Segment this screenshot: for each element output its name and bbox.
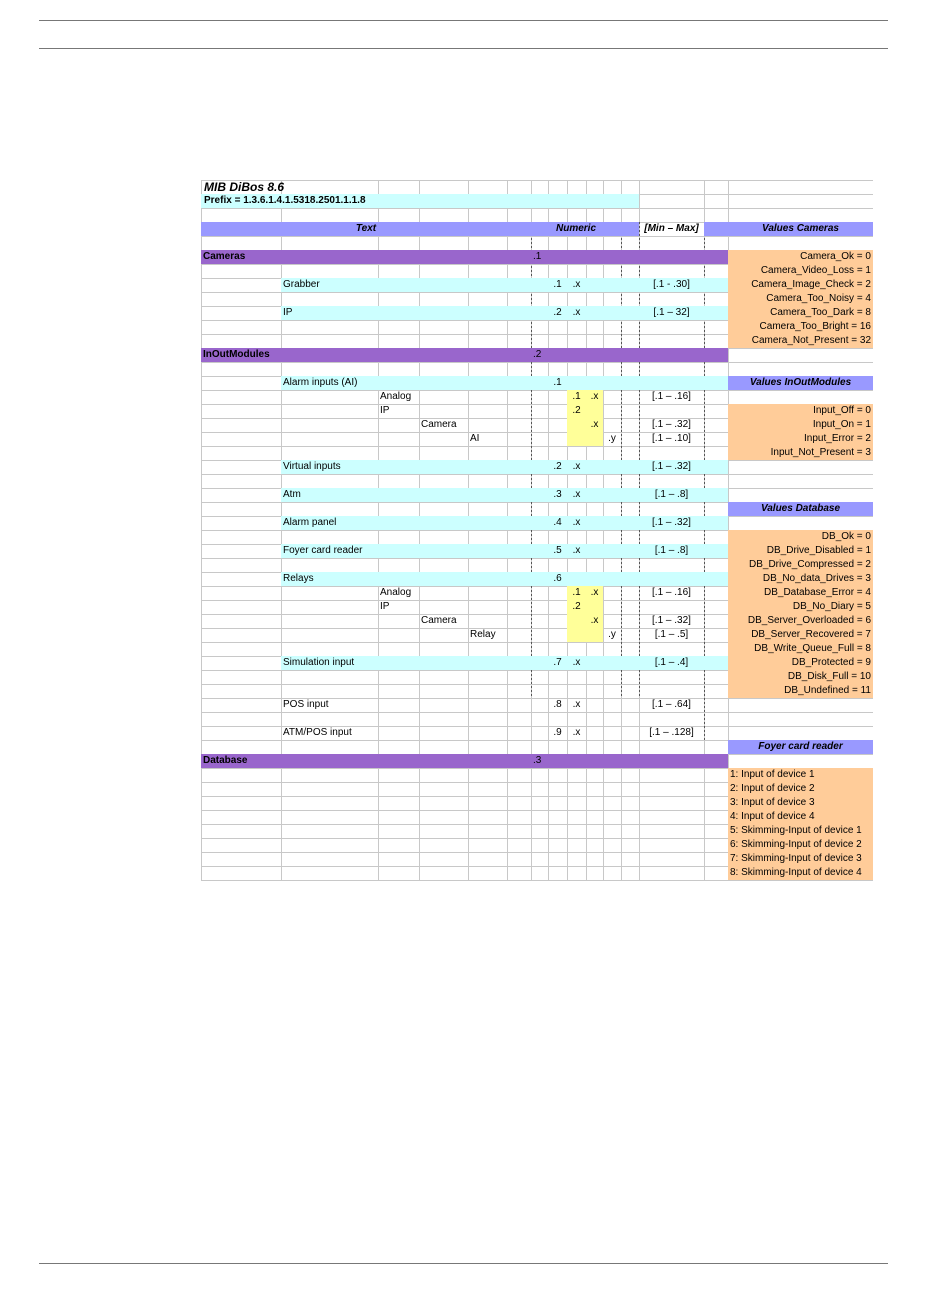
row-label-ai-ai: AI	[470, 433, 480, 444]
sheet-cells	[201, 180, 873, 884]
row-range-alarm-panel: [.1 – .32]	[652, 517, 691, 528]
row-label-relays: Relays	[283, 573, 314, 584]
section-cameras: Cameras	[203, 251, 246, 262]
value-foyer-item: 4: Input of device 4	[730, 811, 815, 822]
value-database-item: DB_Disk_Full = 10	[787, 671, 871, 682]
value-inout-item: Input_Off = 0	[813, 405, 871, 416]
row-index-atm-pos-input: .x	[572, 727, 581, 738]
value-foyer-item: 6: Skimming-Input of device 2	[730, 839, 862, 850]
section-database-oid: .3	[533, 755, 542, 766]
value-database-item: DB_No_data_Drives = 3	[762, 573, 871, 584]
row-index-pos-input: .x	[572, 699, 581, 710]
section-database: Database	[203, 755, 248, 766]
header-values-cameras: Values Cameras	[762, 223, 839, 234]
row-oid-pos-input: .8	[553, 699, 562, 710]
value-foyer-item: 8: Skimming-Input of device 4	[730, 867, 862, 878]
value-database-item: DB_Write_Queue_Full = 8	[754, 643, 871, 654]
row-range-rel-relay: [.1 – .5]	[654, 629, 689, 640]
row-label-atm: Atm	[283, 489, 301, 500]
row-range-ai-analog: [.1 – .16]	[652, 391, 691, 402]
row-index-grabber: .x	[572, 279, 581, 290]
row-index-alarm-panel: .x	[572, 517, 581, 528]
row-label-ip: IP	[283, 307, 293, 318]
value-inout-item: Input_Not_Present = 3	[770, 447, 871, 458]
sub-fill	[567, 432, 603, 446]
value-inout-item: Input_On = 1	[812, 419, 871, 430]
header-values-inout: Values InOutModules	[749, 377, 852, 388]
row-index-rel-camera: .x	[590, 615, 599, 626]
row-oid-grabber: .1	[553, 279, 562, 290]
row-range-foyer-card-reader: [.1 – .8]	[654, 545, 689, 556]
value-foyer-item: 3: Input of device 3	[730, 797, 815, 808]
row-index-rel-analog: .x	[590, 587, 599, 598]
value-database-item: DB_No_Diary = 5	[792, 601, 871, 612]
value-camera-item: Camera_Ok = 0	[800, 251, 871, 262]
mib-spreadsheet	[201, 180, 873, 884]
value-database-item: DB_Undefined = 11	[784, 685, 871, 696]
row-oid-rel-ip: .2	[572, 601, 581, 612]
top-rule-1	[39, 20, 888, 21]
row-label-rel-ip: IP	[380, 601, 390, 612]
row-index-atm: .x	[572, 489, 581, 500]
row-label-ai-camera: Camera	[421, 419, 457, 430]
row-label-atm-pos-input: ATM/POS input	[283, 727, 352, 738]
value-camera-item: Camera_Image_Check = 2	[751, 279, 871, 290]
value-foyer-item: 5: Skimming-Input of device 1	[730, 825, 862, 836]
value-foyer-item: 2: Input of device 2	[730, 783, 815, 794]
row-range-ai-ai: [.1 – .10]	[652, 433, 691, 444]
row-range-atm: [.1 – .8]	[654, 489, 689, 500]
row-label-rel-camera: Camera	[421, 615, 457, 626]
sheet-prefix: Prefix = 1.3.6.1.4.1.5318.2501.1.1.8	[204, 195, 366, 206]
row-label-rel-analog: Analog	[380, 587, 412, 598]
value-camera-item: Camera_Too_Noisy = 4	[766, 293, 871, 304]
value-foyer-item: 1: Input of device 1	[730, 769, 815, 780]
row-label-alarm-inputs: Alarm inputs (AI)	[283, 377, 358, 388]
row-range-rel-analog: [.1 – .16]	[652, 587, 691, 598]
row-label-alarm-panel: Alarm panel	[283, 517, 337, 528]
row-range-virtual-inputs: [.1 – .32]	[652, 461, 691, 472]
row-label-simulation-input: Simulation input	[283, 657, 355, 668]
row-index-simulation-input: .x	[572, 657, 581, 668]
value-database-item: DB_Drive_Disabled = 1	[766, 545, 871, 556]
row-oid-ai-ip: .2	[572, 405, 581, 416]
value-inout-item: Input_Error = 2	[804, 433, 871, 444]
bottom-rule	[39, 1263, 888, 1264]
sheet-title: MIB DiBos 8.6	[204, 180, 285, 194]
row-label-ai-ip: IP	[380, 405, 390, 416]
row-range-grabber: [.1 - .30]	[653, 279, 690, 290]
row-oid-simulation-input: .7	[553, 657, 562, 668]
value-database-item: DB_Ok = 0	[821, 531, 871, 542]
row-oid-relays: .6	[553, 573, 562, 584]
value-camera-item: Camera_Video_Loss = 1	[760, 265, 871, 276]
row-oid-foyer-card-reader: .5	[553, 545, 562, 556]
section-cameras-oid: .1	[533, 251, 542, 262]
row-range-ai-camera: [.1 – .32]	[652, 419, 691, 430]
row-subindex-rel-relay: .y	[608, 629, 616, 640]
row-index-virtual-inputs: .x	[572, 461, 581, 472]
row-oid-rel-analog: .1	[572, 587, 581, 598]
value-camera-item: Camera_Too_Bright = 16	[759, 321, 871, 332]
row-oid-virtual-inputs: .2	[553, 461, 562, 472]
row-range-pos-input: [.1 – .64]	[652, 699, 691, 710]
row-oid-alarm-inputs: .1	[553, 377, 562, 388]
value-database-item: DB_Server_Overloaded = 6	[747, 615, 871, 626]
section-inout-oid: .2	[533, 349, 542, 360]
header-foyer: Foyer card reader	[758, 741, 843, 752]
row-range-simulation-input: [.1 – .4]	[654, 657, 689, 668]
value-camera-item: Camera_Not_Present = 32	[751, 335, 871, 346]
row-range-atm-pos-input: [.1 – .128]	[649, 727, 694, 738]
row-oid-ai-analog: .1	[572, 391, 581, 402]
row-label-foyer-card-reader: Foyer card reader	[283, 545, 363, 556]
row-subindex-ai-ai: .y	[608, 433, 616, 444]
row-index-ai-camera: .x	[590, 419, 599, 430]
header-values-database: Values Database	[760, 503, 841, 514]
row-oid-alarm-panel: .4	[553, 517, 562, 528]
value-database-item: DB_Database_Error = 4	[763, 587, 871, 598]
row-oid-ip: .2	[553, 307, 562, 318]
row-label-ai-analog: Analog	[380, 391, 412, 402]
top-rule-2	[39, 48, 888, 49]
row-range-ip: [.1 – 32]	[653, 307, 690, 318]
row-label-virtual-inputs: Virtual inputs	[283, 461, 341, 472]
value-foyer-item: 7: Skimming-Input of device 3	[730, 853, 862, 864]
header-text: Text	[355, 223, 377, 234]
value-database-item: DB_Protected = 9	[791, 657, 871, 668]
row-index-ai-analog: .x	[590, 391, 599, 402]
row-label-rel-relay: Relay	[470, 629, 496, 640]
section-inout: InOutModules	[203, 349, 270, 360]
header-minmax: [Min – Max]	[644, 223, 699, 234]
row-label-pos-input: POS input	[283, 699, 329, 710]
value-camera-item: Camera_Too_Dark = 8	[770, 307, 871, 318]
value-database-item: DB_Drive_Compressed = 2	[749, 559, 871, 570]
header-numeric: Numeric	[555, 223, 596, 234]
row-label-grabber: Grabber	[283, 279, 320, 290]
row-index-ip: .x	[572, 307, 581, 318]
row-index-foyer-card-reader: .x	[572, 545, 581, 556]
value-database-item: DB_Server_Recovered = 7	[751, 629, 871, 640]
header-fill-gap	[704, 222, 728, 236]
row-oid-atm-pos-input: .9	[553, 727, 562, 738]
row-oid-atm: .3	[553, 489, 562, 500]
row-range-rel-camera: [.1 – .32]	[652, 615, 691, 626]
sub-fill	[567, 628, 603, 642]
